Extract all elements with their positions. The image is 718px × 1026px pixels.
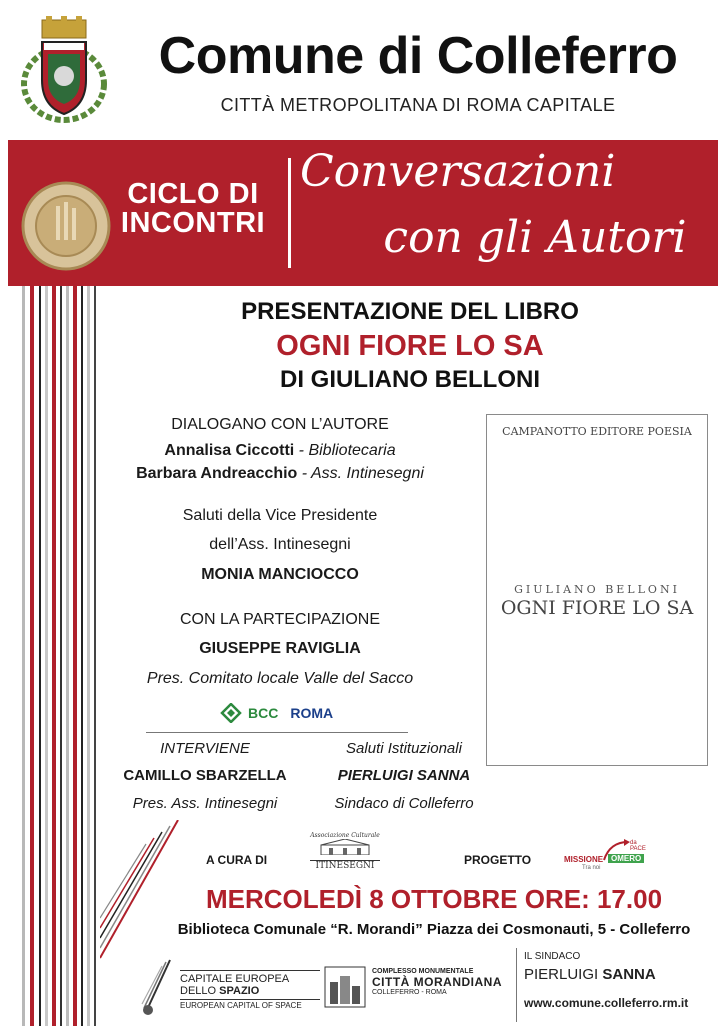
interviene-label: INTERVIENE <box>160 740 250 757</box>
space-capital-emblem-icon <box>140 958 174 1018</box>
roma-logo-text: ROMA <box>290 705 334 721</box>
partecipazione-heading: CON LA PARTECIPAZIONE <box>179 611 381 628</box>
ciclo-line-1: CICLO DI <box>127 178 259 210</box>
speaker-1-name: Annalisa Ciccotti <box>164 442 295 459</box>
sindaco-last-name: SANNA <box>602 966 656 983</box>
itinesegni-building-icon <box>315 839 375 855</box>
missione-text: MISSIONE <box>564 855 604 864</box>
mayor-role: Sindaco di Colleferro <box>334 795 474 812</box>
bcc-icon <box>220 703 242 723</box>
participant-role: Pres. Comitato locale Valle del Sacco <box>146 670 414 687</box>
interviene-role: Pres. Ass. Intinesegni <box>132 795 278 812</box>
presentation-heading: PRESENTAZIONE DEL LIBRO <box>241 298 579 325</box>
book-author: GIULIANO BELLONI <box>514 583 680 596</box>
itinesegni-logo <box>310 832 380 872</box>
page-subtitle: CITTÀ METROPOLITANA DI ROMA CAPITALE <box>220 95 616 115</box>
banner-divider <box>288 158 291 268</box>
participant-name: GIUSEPPE RAVIGLIA <box>199 640 361 657</box>
capitale-line-1: CAPITALE EUROPEA <box>180 970 320 985</box>
vice-president-name: MONIA MANCIOCCO <box>201 566 359 583</box>
series-title-line-1: Conversazioni <box>300 146 616 197</box>
speaker-2 <box>100 465 460 483</box>
speaker-2-name: Barbara Andreacchio <box>136 465 298 482</box>
capitale-line-2b: SPAZIO <box>219 985 260 997</box>
speaker-1 <box>110 442 450 460</box>
book-title-heading: OGNI FIORE LO SA <box>276 330 544 362</box>
complesso-line-3: COLLEFERRO - ROMA <box>372 989 447 996</box>
dialogue-heading: DIALOGANO CON L’AUTORE <box>171 416 389 433</box>
sindaco-first-name: PIERLUIGI <box>524 966 603 983</box>
logo-small-2: Tra noi <box>582 865 601 871</box>
saluti-line-1: Saluti della Vice Presidente <box>182 507 378 524</box>
capitale-line-2a: DELLO <box>180 985 220 997</box>
bcc-logo-text: BCC <box>248 705 279 721</box>
book-title: OGNI FIORE LO SA <box>500 597 694 619</box>
page-title: Comune di Colleferro <box>158 27 678 85</box>
omero-text: OMERO <box>608 854 644 863</box>
mayor-name: PIERLUIGI SANNA <box>337 767 471 784</box>
bcc-roma-logo <box>220 703 333 723</box>
series-title-line-2: con gli Autori <box>383 212 687 263</box>
complesso-line-2: CITTÀ MORANDIANA <box>372 975 502 989</box>
progetto-label: PROGETTO <box>464 853 532 867</box>
event-date: MERCOLEDÌ 8 OTTOBRE ORE: 17.00 <box>205 884 663 914</box>
complesso-line-1: COMPLESSO MONUMENTALE <box>372 968 474 975</box>
istituzionali-label: Saluti Istituzionali <box>346 740 462 757</box>
event-venue: Biblioteca Comunale “R. Morandi” Piazza dei Cosmonauti, 5 - Colleferro <box>177 921 691 938</box>
anniversary-medal-icon <box>20 180 112 272</box>
citta-morandiana-icon <box>324 966 366 1008</box>
sindaco-name <box>524 966 656 983</box>
book-cover <box>486 414 708 766</box>
footer-divider <box>516 948 517 1022</box>
logo-small-1: da PACE <box>630 840 646 852</box>
saluti-line-2: dell’Ass. Intinesegni <box>209 536 351 553</box>
sindaco-label: IL SINDACO <box>524 951 581 962</box>
municipal-crest-icon <box>18 14 110 126</box>
capitale-line-3: EUROPEAN CAPITAL OF SPACE <box>180 999 320 1012</box>
missione-omero-logo <box>564 838 654 874</box>
itinesegni-logo-text: ITINESEGNI <box>310 860 380 871</box>
ciclo-line-2: INCONTRI <box>120 207 266 239</box>
divider-line <box>146 732 408 733</box>
citta-morandiana-logo <box>372 968 512 996</box>
ciclo-di-incontri-label <box>108 180 278 238</box>
website-link[interactable]: www.comune.colleferro.rm.it <box>524 996 689 1010</box>
interviene-name: CAMILLO SBARZELLA <box>123 767 287 784</box>
speaker-2-role: - Ass. Intinesegni <box>297 465 424 482</box>
a-cura-di-label: A CURA DI <box>206 853 268 867</box>
capitale-europea-logo <box>180 970 320 1012</box>
itinesegni-logo-top: Associazione Culturale <box>310 832 380 839</box>
book-publisher: CAMPANOTTO EDITORE POESIA <box>502 425 692 438</box>
speaker-1-role: - Bibliotecaria <box>294 442 396 459</box>
author-heading: DI GIULIANO BELLONI <box>280 366 540 393</box>
